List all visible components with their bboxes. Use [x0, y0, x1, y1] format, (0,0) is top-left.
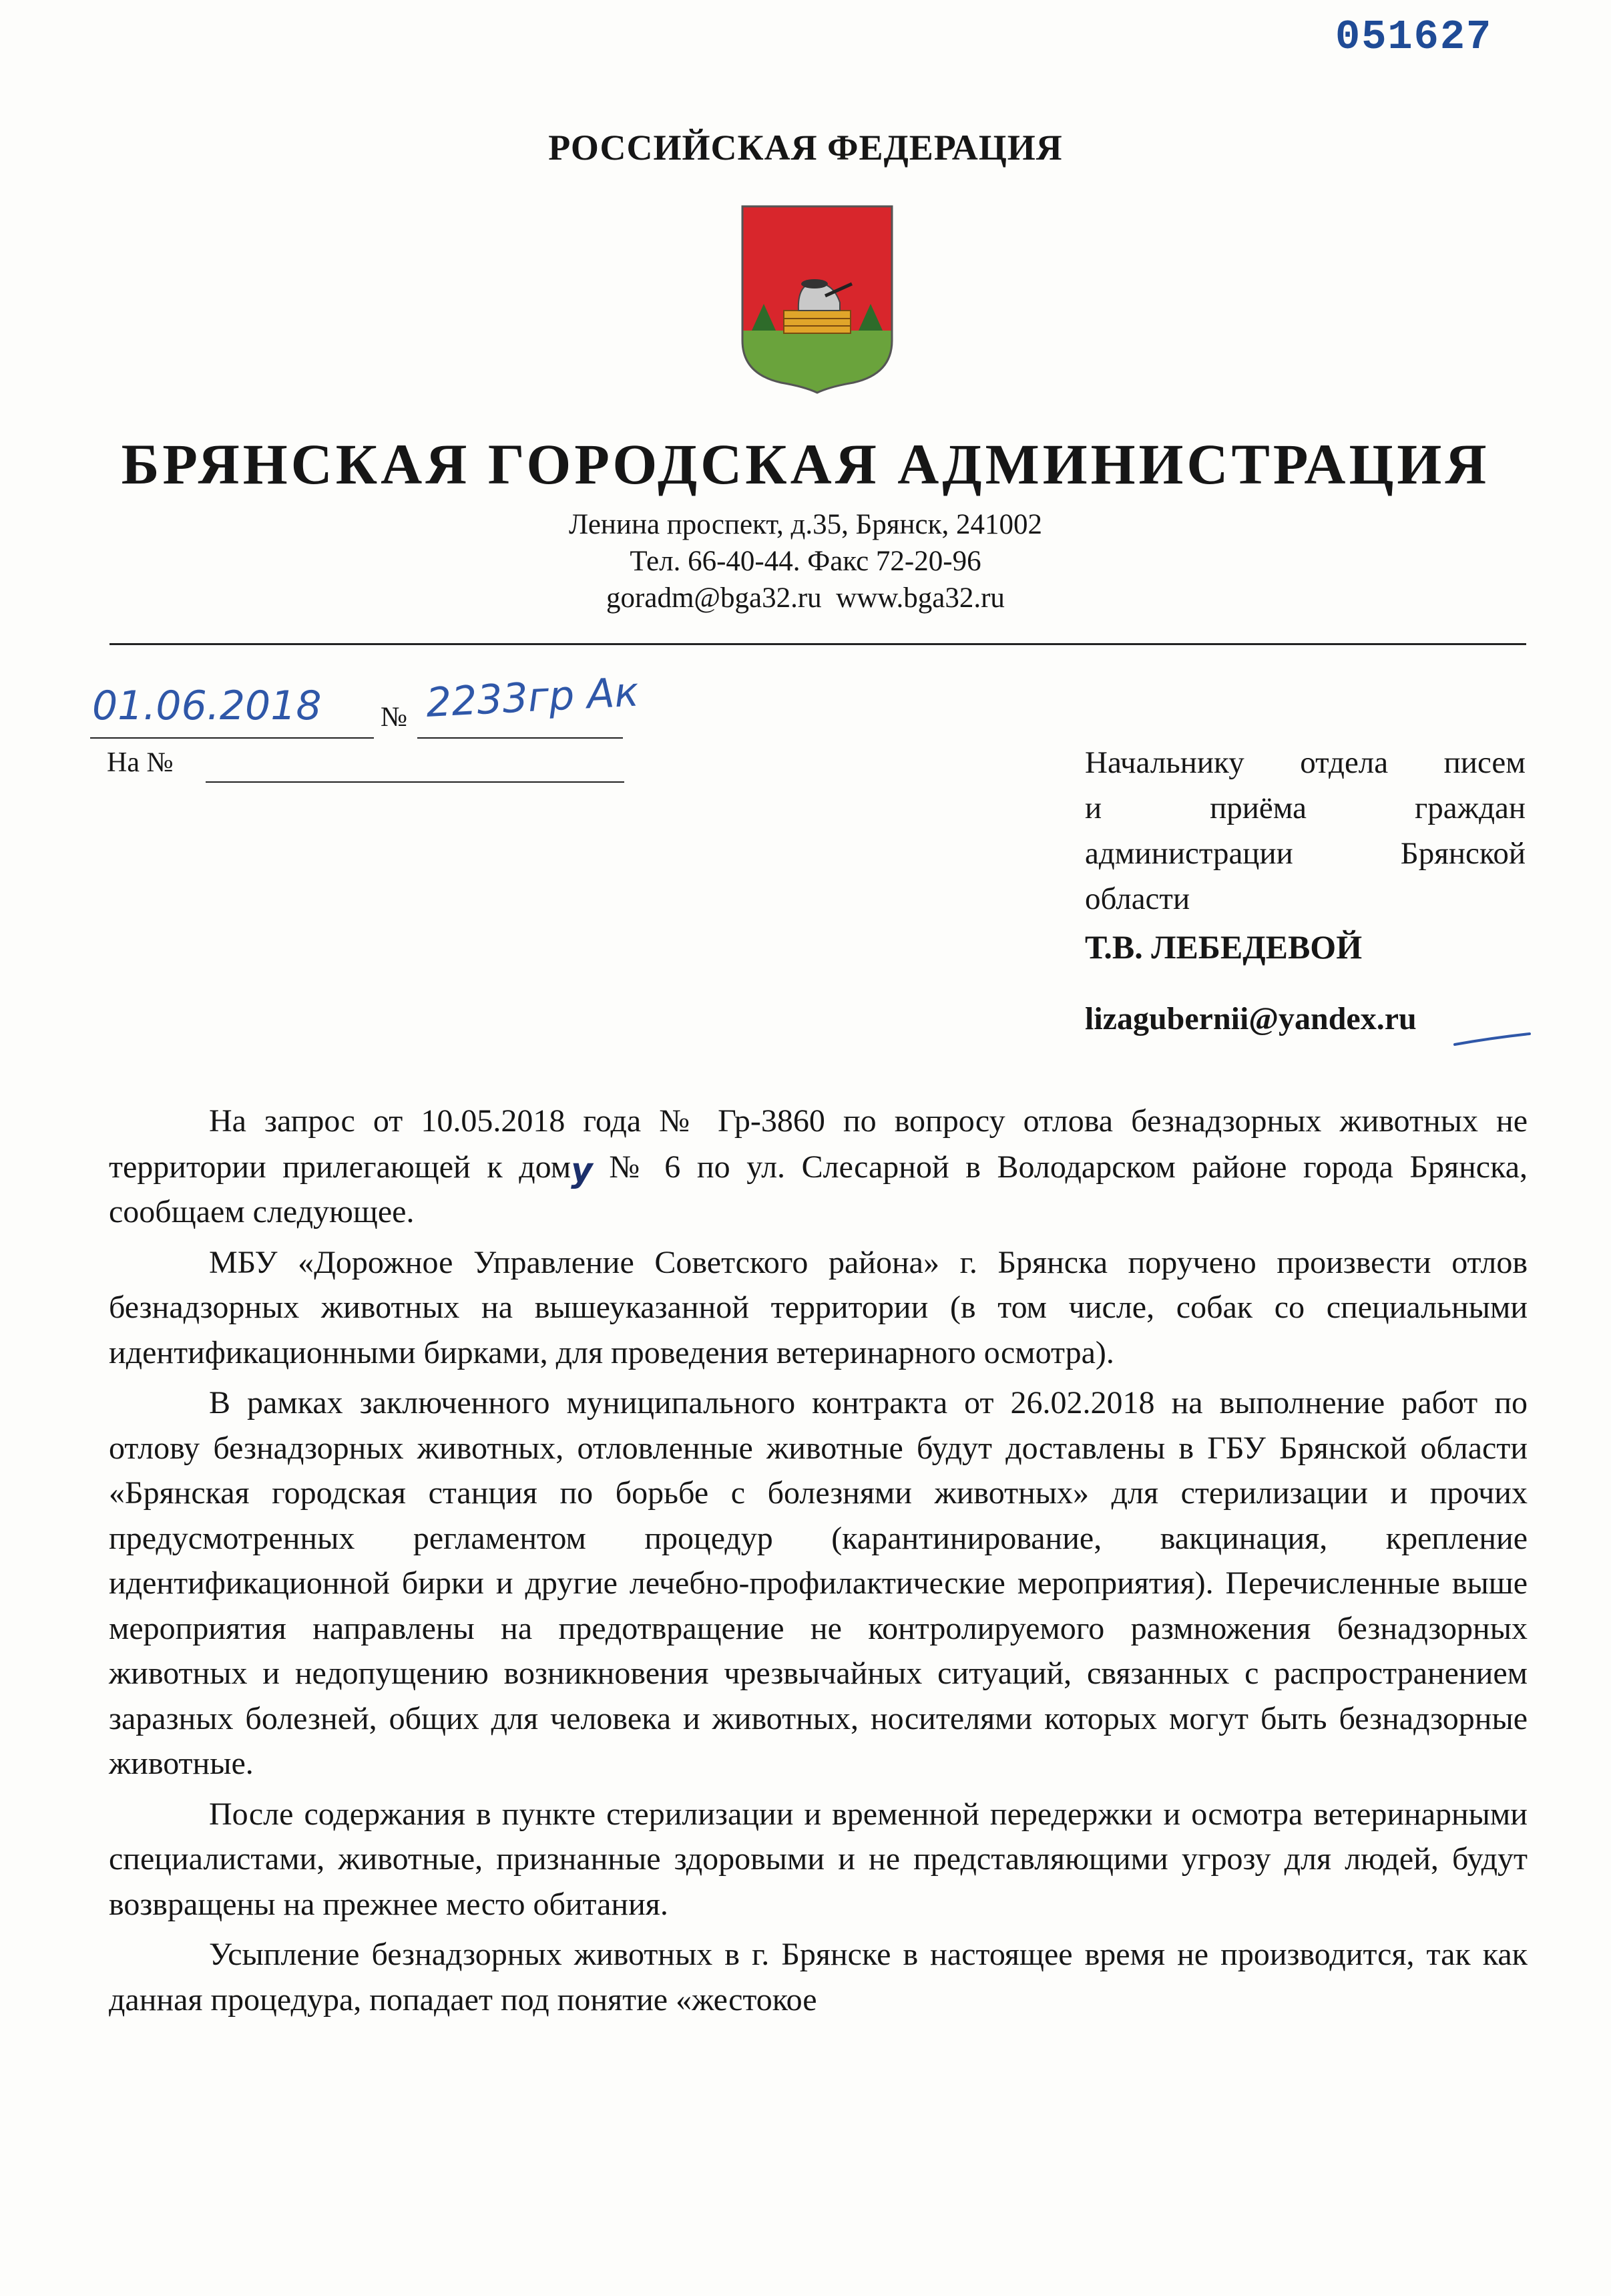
registration-stamp-number: 051627 — [1335, 13, 1493, 61]
number-underline — [417, 737, 623, 739]
addressee-line: администрации Брянской — [1085, 836, 1526, 871]
contact-block — [0, 506, 1611, 616]
coat-of-arms-icon — [740, 204, 895, 394]
pen-stroke-icon — [1452, 1030, 1532, 1048]
paragraph-5: Усыпление безнадзорных животных в г. Брянске в настоящее время не производится, так как данная процедура, попадает под понятие «жестокое — [109, 1937, 1528, 2018]
addressee-name: Т.В. ЛЕБЕДЕВОЙ — [1085, 928, 1363, 966]
outgoing-number: 2233гр Ак — [425, 668, 640, 727]
paragraph-text: На запрос от 10.05.2018 года № Гр-3860 по вопросу отлова безнадзорных животных не территории прилегающей к дом — [109, 1103, 1528, 1185]
paragraph-4: После содержания в пункте стерилизации и временной передержки и осмотра ветеринарными специалистами, животные, признанные здоровыми и не представляющими угрозу для людей, будут возвращены на прежнее место обитания. — [109, 1796, 1528, 1922]
address-line: Ленина проспект, д.35, Брянск, 241002 — [568, 509, 1043, 540]
reply-reference-label: На № — [107, 747, 174, 778]
outgoing-number-label: № — [381, 702, 408, 733]
outgoing-date: 01.06.2018 — [92, 683, 322, 729]
addressee-line: и приёма граждан — [1085, 791, 1526, 825]
addressee-block — [1085, 740, 1526, 1042]
addressee-line: Начальнику отдела писем — [1085, 745, 1526, 780]
paragraph-3: В рамках заключенного муниципального контракта от 26.02.2018 на выполнение работ по отлову безнадзорных животных, отловленные животные будут доставлены в ГБУ Брянской области «Брянская городская станция по борьбе с болезнями животных» для стерилизации и прочих предусмотренных регламентом процедур (карантинирование, вакцинация, крепление идентификационной бирки и другие лечебно-профилактические мероприятия). Перечисленные выше мероприятия направлены на предотвращение не контролируемого размножения безнадзорных животных и недопущению возникновения чрезвычайных ситуаций, связанных с распространением заразных болезней, общих для человека и животных, носителями которых могут быть безнадзорные животные. — [109, 1385, 1528, 1781]
addressee-line: области — [1085, 882, 1190, 916]
country-heading: РОССИЙСКАЯ ФЕДЕРАЦИЯ — [548, 128, 1063, 168]
handwritten-correction: у — [571, 1150, 593, 1189]
letter-body — [109, 1099, 1528, 2022]
organization-title: БРЯНСКАЯ ГОРОДСКАЯ АДМИНИСТРАЦИЯ — [121, 432, 1490, 496]
web-line: goradm@bga32.ru www.bga32.ru — [606, 582, 1005, 614]
phone-fax-line: Тел. 66-40-44. Факс 72-20-96 — [630, 546, 981, 577]
reply-reference-underline — [206, 781, 624, 783]
paragraph-text: № 6 по ул. Слесарной в Володарском районе города Брянска, сообщаем следующее. — [109, 1149, 1528, 1229]
header-divider — [109, 643, 1526, 645]
addressee-email: lizagubernii@yandex.ru — [1085, 1001, 1417, 1036]
paragraph-1 — [109, 1099, 1528, 1235]
date-underline — [90, 737, 374, 739]
paragraph-2: МБУ «Дорожное Управление Советского района» г. Брянска поручено произвести отлов безнадзорных животных на вышеуказанной территории (в том числе, собак со специальными идентификационными бирками, для проведения ветеринарного осмотра). — [109, 1244, 1528, 1370]
